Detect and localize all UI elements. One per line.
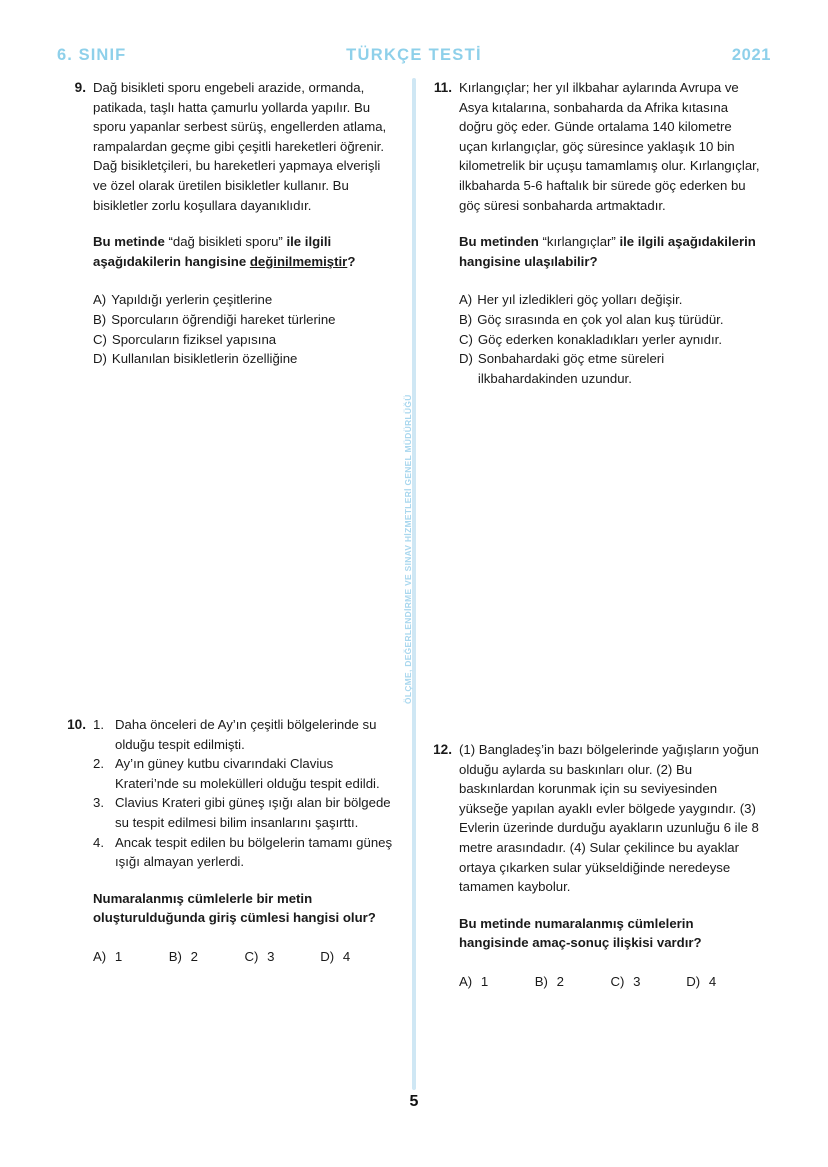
question-9-passage: Dağ bisikleti sporu engebeli arazide, ormanda, patikada, taşlı hatta çamurlu yollarda yapılır. Bu sporu yapanlar serbest sürüş, engellerden atlama, rampalardan geçme gibi çeşitli hareketleri öğrenir. Dağ bisikletçileri, bu hareketleri yapmaya elverişli ve özel olarak üretilen bisikletler kullanır. Bu bisikletler zorlu koşullara dayanıklıdır. [93, 80, 387, 213]
option-key: C) [459, 331, 473, 347]
option-text: 3 [267, 948, 275, 964]
option-text: Sporcuların fiziksel yapısına [111, 331, 277, 347]
list-item-text: Ay’ın güney kutbu civarındaki Clavius Krateri’nde su molekülleri olduğu tespit edildi. [115, 756, 380, 791]
question-10-option-d[interactable] [320, 947, 396, 967]
option-key: B) [534, 973, 548, 989]
question-9-option-b[interactable] [93, 310, 396, 330]
question-12-prompt: Bu metinde numaralanmış cümlelerin hangisinde amaç-sonuç ilişkisi vardır? [459, 915, 702, 951]
question-9 [62, 78, 396, 369]
list-item-text: Ancak tespit edilen bu bölgelerin tamamı güneş ışığı almayan yerlerdi. [115, 834, 393, 870]
question-11-option-c[interactable] [459, 330, 762, 350]
option-text: Kullanılan bisikletlerin özelliğine [111, 351, 298, 367]
question-11 [428, 78, 762, 388]
option-key: A) [93, 292, 107, 308]
page-number: 5 [409, 1093, 419, 1110]
list-item-text: Daha önceleri de Ay’ın çeşitli bölgelerinde su olduğu tespit edilmişti. [115, 717, 377, 752]
option-text: Yapıldığı yerlerin çeşitlerine [111, 292, 273, 308]
question-9-options [93, 290, 396, 368]
option-text: Sporcuların öğrendiği hareket türlerine [111, 311, 336, 327]
question-12-options [459, 972, 762, 992]
question-11-options [459, 290, 762, 388]
header-year-label: 2021 [731, 45, 771, 64]
question-11-prompt-part-a: Bu metinden [459, 234, 543, 250]
question-9-prompt-part-c: ? [347, 253, 356, 269]
list-item-number: 4. [93, 834, 104, 850]
option-key: D) [459, 351, 473, 367]
option-key: C) [244, 948, 259, 964]
option-key: C) [610, 973, 625, 989]
option-key: D) [686, 973, 701, 989]
option-text: 1 [114, 948, 123, 964]
question-9-prompt-quote: “dağ bisikleti sporu” [168, 234, 283, 250]
question-12-option-a[interactable] [459, 972, 535, 992]
question-10-options [93, 947, 396, 967]
question-10 [62, 715, 396, 967]
question-11-option-b[interactable] [459, 310, 762, 330]
list-item [93, 833, 396, 872]
question-11-option-d[interactable] [459, 349, 762, 388]
list-item-text: Clavius Krateri gibi güneş ışığı alan bir bölgede su tespit edilmesi bilim insanlarını şaşırttı. [115, 795, 391, 830]
question-9-option-c[interactable] [93, 330, 396, 350]
list-item-number: 2. [93, 756, 104, 772]
question-10-numbered-list [93, 715, 396, 872]
option-text: Sonbahardaki göç etme süreleri ilkbahardakinden uzundur. [477, 351, 665, 386]
option-text: 2 [190, 948, 198, 964]
option-text: Göç ederken konakladıkları yerler aynıdır. [477, 331, 723, 347]
option-key: A) [459, 973, 473, 989]
option-key: B) [93, 311, 107, 327]
question-10-option-a[interactable] [93, 947, 169, 967]
option-text: 1 [480, 973, 489, 989]
question-10-option-c[interactable] [245, 947, 321, 967]
list-item-number: 1. [93, 717, 104, 732]
question-11-passage: Kırlangıçlar; her yıl ilkbahar aylarında Avrupa ve Asya kıtalarına, sonbaharda da Afrika kıtasına doğru göç eder. Günde ortalama 140 kilometre uçan kırlangıçlar, göç süresince yaklaşık 10 bin kilometrelik bir uçuşu tamamlamış olur. Kırlangıçlar, ilkbaharda 5-6 haftalık bir sürede göç ederken bu göç süresi sonbaharda artmaktadır. [459, 80, 760, 213]
question-11-option-a[interactable] [459, 290, 762, 310]
question-11-number: 11. [433, 80, 452, 95]
list-item [93, 793, 396, 832]
header-test-title: TÜRKÇE TESTİ [346, 45, 482, 64]
option-key: C) [93, 331, 107, 347]
question-11-prompt-part-b: ile ilgili aşağıdakilerin hangisine ulaşılabilir? [459, 234, 756, 269]
question-10-number: 10. [67, 717, 86, 732]
question-12 [428, 740, 762, 992]
question-9-option-a[interactable] [93, 290, 396, 310]
question-12-passage: (1) Bangladeş’in bazı bölgelerinde yağışların yoğun olduğu aylarda su baskınları olur. (2) Bu baskınlardan korunmak için su seviyesinden yükseğe yapılan ayaklı evler bölgede yaygındır. (3) Evlerin üzerinde durduğu ayakların uzunluğu 6 ile 8 metre arasındadır. (4) Sular çekilince bu ayaklar ortaya çıkarken sular yükseldiğinde neredeyse tamamen kaybolur. [459, 742, 759, 895]
option-key: B) [459, 311, 473, 327]
option-key: D) [93, 351, 107, 367]
header-grade-label: 6. SINIF [57, 45, 127, 64]
page-header [57, 42, 771, 68]
question-12-option-b[interactable] [535, 972, 611, 992]
option-text: 4 [342, 948, 351, 964]
option-text: 2 [556, 973, 564, 989]
question-9-prompt-part-a: Bu metinde [93, 234, 169, 250]
question-9-prompt-part-b: ile ilgili aşağıdakilerin hangisine [93, 234, 332, 269]
question-12-option-d[interactable] [686, 972, 762, 992]
question-12-number: 12. [433, 742, 452, 757]
question-9-prompt [93, 232, 396, 271]
option-text: Göç sırasında en çok yol alan kuş türüdür. [477, 311, 724, 327]
option-text: 3 [633, 973, 641, 989]
question-9-option-d[interactable] [93, 349, 396, 369]
question-10-prompt: Numaralanmış cümlelerle bir metin oluşturulduğunda giriş cümlesi hangisi olur? [93, 890, 376, 926]
question-9-prompt-underlined: değinilmemiştir [249, 253, 348, 269]
list-item-number: 3. [93, 795, 104, 811]
option-text: Her yıl izledikleri göç yolları değişir. [477, 292, 683, 308]
question-sheet [0, 78, 828, 1098]
option-key: A) [93, 948, 107, 964]
option-text: 4 [708, 973, 717, 989]
option-key: B) [168, 948, 182, 964]
question-11-prompt [459, 232, 762, 271]
question-11-prompt-quote: “kırlangıçlar” [542, 234, 616, 250]
question-12-option-c[interactable] [611, 972, 687, 992]
option-key: D) [320, 948, 335, 964]
list-item [93, 715, 396, 754]
institution-vertical-label: ÖLÇME, DEĞERLENDİRME VE SINAV HİZMETLERİ GENEL MÜDÜRLÜĞÜ [403, 394, 413, 704]
question-10-option-b[interactable] [169, 947, 245, 967]
list-item [93, 754, 396, 793]
option-key: A) [459, 292, 473, 308]
question-9-number: 9. [74, 80, 86, 95]
